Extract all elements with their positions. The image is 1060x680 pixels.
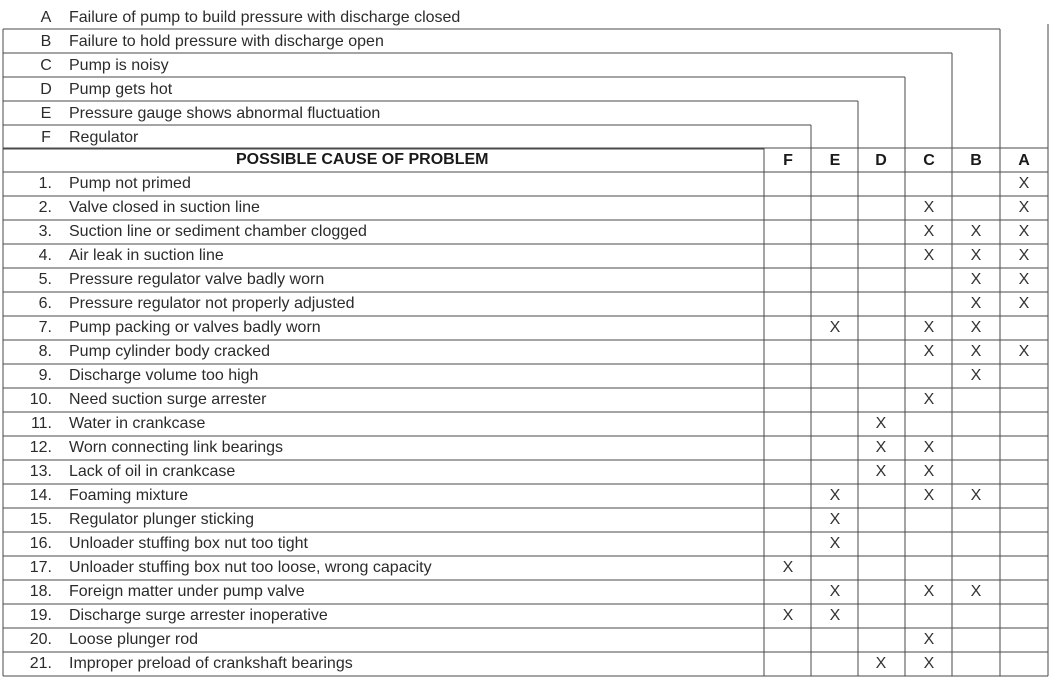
mark-row-17-f: X [782,559,794,576]
row-number-11: 11. [30,415,52,432]
row-number-3: 3. [38,223,52,240]
mark-row-6-b: X [970,295,982,312]
legend-letter-a: A [40,9,52,26]
mark-row-3-a: X [1018,223,1030,240]
mark-row-19-e: X [829,607,841,624]
legend-letter-b: B [40,33,52,50]
row-number-7: 7. [38,319,52,336]
row-number-9: 9. [38,367,52,384]
mark-row-4-a: X [1018,247,1030,264]
row-number-19: 19. [29,607,52,624]
legend-letter-c: C [40,57,52,74]
mark-row-4-c: X [923,247,935,264]
row-number-13: 13. [29,463,52,480]
column-header-a: A [1018,152,1030,169]
row-number-16: 16. [29,535,52,552]
row-cause-18: Foreign matter under pump valve [69,583,305,600]
row-number-20: 20. [29,631,52,648]
column-header-d: D [875,152,887,169]
mark-row-8-c: X [923,343,935,360]
mark-row-13-c: X [923,463,935,480]
row-cause-8: Pump cylinder body cracked [69,343,270,360]
mark-row-14-c: X [923,487,935,504]
column-header-b: B [970,152,982,169]
mark-row-8-a: X [1018,343,1030,360]
mark-row-18-b: X [970,583,982,600]
row-number-4: 4. [38,247,52,264]
row-cause-21: Improper preload of crankshaft bearings [69,655,353,672]
row-number-10: 10. [29,391,52,408]
legend-letter-f: F [41,129,51,146]
row-number-2: 2. [38,199,52,216]
column-header-f: F [783,152,793,169]
row-cause-17: Unloader stuffing box nut too loose, wrong capacity [69,559,432,576]
legend-text-b: Failure to hold pressure with discharge open [69,33,384,50]
mark-row-6-a: X [1018,295,1030,312]
row-cause-13: Lack of oil in crankcase [69,463,236,480]
legend-letter-e: E [40,105,52,122]
mark-row-19-f: X [782,607,794,624]
row-number-17: 17. [29,559,52,576]
row-number-12: 12. [29,439,52,456]
mark-row-7-b: X [970,319,982,336]
row-cause-5: Pressure regulator valve badly worn [69,271,325,288]
row-cause-4: Air leak in suction line [69,247,224,264]
row-cause-11: Water in crankcase [69,415,206,432]
mark-row-3-c: X [923,223,935,240]
row-cause-15: Regulator plunger sticking [69,511,254,528]
row-number-14: 14. [29,487,52,504]
mark-row-8-b: X [970,343,982,360]
row-cause-16: Unloader stuffing box nut too tight [69,535,308,552]
mark-row-14-e: X [829,487,841,504]
row-number-6: 6. [38,295,52,312]
mark-row-18-c: X [923,583,935,600]
row-number-21: 21. [29,655,52,672]
row-cause-3: Suction line or sediment chamber clogged [69,223,367,240]
mark-row-12-c: X [923,439,935,456]
row-cause-2: Valve closed in suction line [69,199,260,216]
row-cause-1: Pump not primed [69,175,191,192]
mark-row-16-e: X [829,535,841,552]
row-number-15: 15. [29,511,52,528]
mark-row-20-c: X [923,631,935,648]
column-header-e: E [829,152,841,169]
mark-row-2-c: X [923,199,935,216]
mark-row-12-d: X [875,439,887,456]
legend-text-e: Pressure gauge shows abnormal fluctuation [69,105,381,122]
row-cause-6: Pressure regulator not properly adjusted [69,295,355,312]
legend-text-d: Pump gets hot [69,81,173,98]
mark-row-5-a: X [1018,271,1030,288]
table-header-title: POSSIBLE CAUSE OF PROBLEM [236,151,489,168]
mark-row-14-b: X [970,487,982,504]
mark-row-9-b: X [970,367,982,384]
mark-row-13-d: X [875,463,887,480]
mark-row-15-e: X [829,511,841,528]
legend-text-c: Pump is noisy [69,57,169,74]
mark-row-18-e: X [829,583,841,600]
mark-row-7-e: X [829,319,841,336]
legend-text-f: Regulator [69,129,139,146]
mark-row-1-a: X [1018,175,1030,192]
mark-row-5-b: X [970,271,982,288]
mark-row-21-c: X [923,655,935,672]
row-cause-20: Loose plunger rod [69,631,198,648]
row-cause-12: Worn connecting link bearings [69,439,284,456]
mark-row-4-b: X [970,247,982,264]
mark-row-3-b: X [970,223,982,240]
mark-row-21-d: X [875,655,887,672]
row-cause-14: Foaming mixture [69,487,189,504]
mark-row-7-c: X [923,319,935,336]
legend-text-a: Failure of pump to build pressure with discharge closed [69,9,461,26]
row-number-1: 1. [38,175,52,192]
row-cause-7: Pump packing or valves badly worn [69,319,321,336]
mark-row-2-a: X [1018,199,1030,216]
row-cause-10: Need suction surge arrester [69,391,267,408]
row-cause-9: Discharge volume too high [69,367,259,384]
row-number-5: 5. [38,271,52,288]
row-number-8: 8. [38,343,52,360]
mark-row-10-c: X [923,391,935,408]
row-number-18: 18. [29,583,52,600]
legend-letter-d: D [40,81,52,98]
mark-row-11-d: X [875,415,887,432]
column-header-c: C [923,152,935,169]
row-cause-19: Discharge surge arrester inoperative [69,607,328,624]
